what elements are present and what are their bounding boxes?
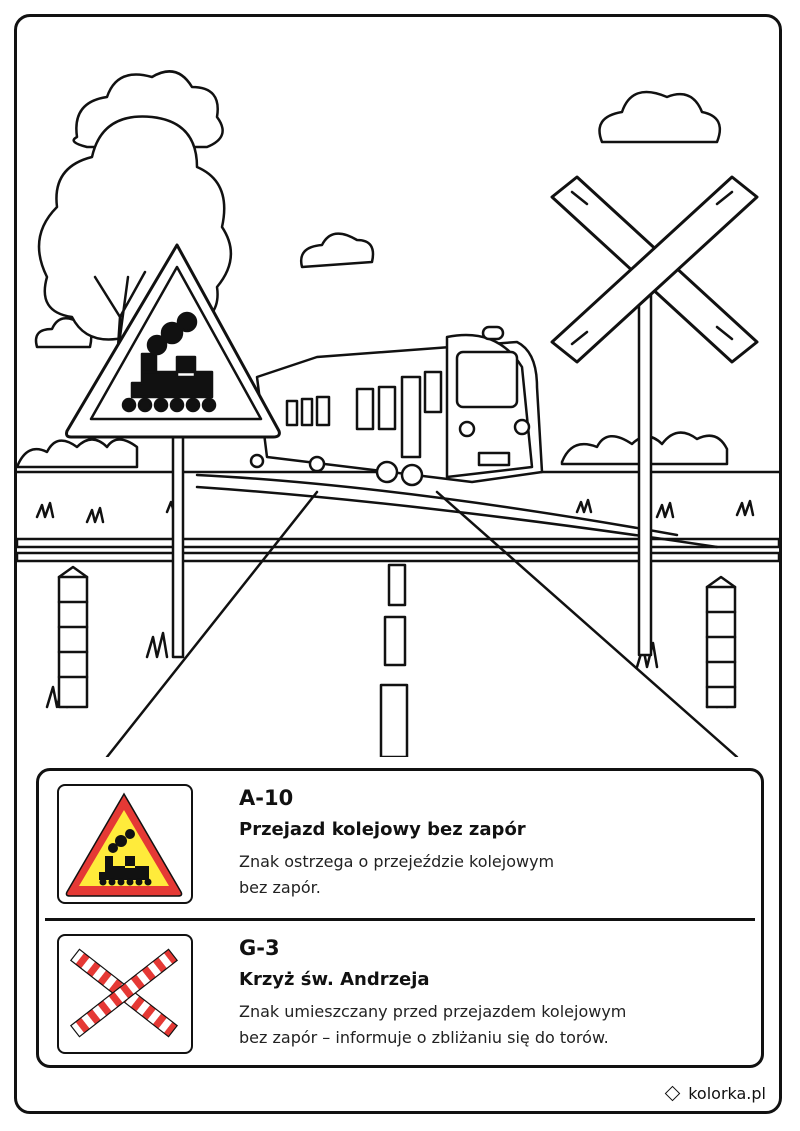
info-panel [36, 768, 764, 1068]
road-dash-2 [385, 617, 405, 665]
brand-label: kolorka.pl [688, 1084, 766, 1103]
sign-row-g3 [39, 921, 761, 1068]
sign-name: Krzyż św. Andrzeja [239, 969, 430, 990]
sign-description [239, 999, 749, 1051]
description-line: bez zapór – informuje o zbliżaniu się do torów. [239, 1028, 609, 1047]
description-line: Znak umieszczany przed przejazdem kolejowym [239, 1002, 627, 1021]
train [251, 327, 542, 485]
cloud-middle [301, 234, 373, 267]
bushes-left [17, 440, 137, 468]
warning-triangle-icon [59, 786, 190, 901]
sign-name: Przejazd kolejowy bez zapór [239, 819, 526, 840]
sign-code: G-3 [239, 936, 280, 960]
description-line: bez zapór. [239, 878, 321, 897]
sign-g3-thumbnail [57, 934, 193, 1054]
coloring-illustration [17, 17, 779, 757]
diamond-icon [665, 1086, 681, 1102]
sign-code: A-10 [239, 786, 294, 810]
road-dash-1 [389, 565, 405, 605]
sign-description [239, 849, 749, 901]
road-dash-3 [381, 685, 407, 757]
sign-row-a10 [39, 771, 761, 918]
brand-link[interactable] [667, 1084, 766, 1103]
sign-a10-thumbnail [57, 784, 193, 904]
sign-a10-text [239, 785, 749, 901]
andrew-cross-icon [59, 936, 190, 1051]
sign-g3-illustration [552, 177, 757, 655]
description-line: Znak ostrzega o przejeździe kolejowym [239, 852, 555, 871]
sign-g3-text [239, 935, 749, 1051]
cloud-right [600, 92, 720, 142]
